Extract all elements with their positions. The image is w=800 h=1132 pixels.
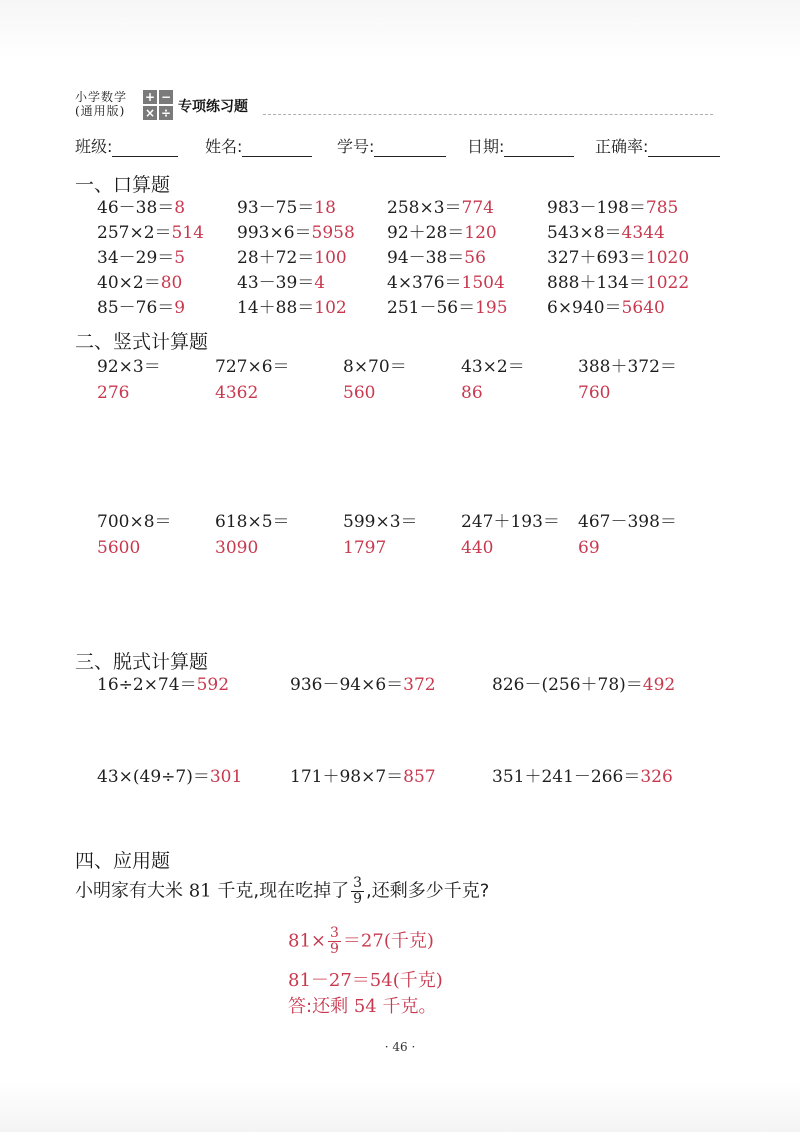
oral-item: 46－38＝8 — [97, 198, 186, 218]
date-blank[interactable] — [504, 138, 574, 157]
vertical-answer: 276 — [97, 383, 130, 403]
vertical-answer: 760 — [578, 383, 611, 403]
date-label: 日期: — [467, 137, 505, 156]
vertical-question: 388＋372＝ — [578, 357, 677, 377]
class-blank[interactable] — [112, 138, 178, 157]
vertical-question: 8×70＝ — [343, 357, 407, 377]
vertical-question: 467－398＝ — [578, 512, 677, 532]
section1-title: 一、口算题 — [75, 174, 171, 196]
vertical-question: 618×5＝ — [215, 512, 290, 532]
header-title: 专项练习题 — [178, 99, 248, 115]
vertical-question: 43×2＝ — [461, 357, 525, 377]
name-label: 姓名: — [205, 137, 243, 156]
oral-item: 43－39＝4 — [237, 273, 326, 293]
stepwise-item: 351＋241－266＝326 — [492, 767, 673, 787]
brand-line1: 小学数学 — [75, 90, 128, 104]
oral-item: 6×940＝5640 — [547, 298, 665, 318]
accuracy-blank[interactable] — [648, 138, 720, 157]
vertical-question: 247＋193＝ — [461, 512, 560, 532]
oral-item: 983－198＝785 — [547, 198, 679, 218]
vertical-question: 599×3＝ — [343, 512, 418, 532]
vertical-answer: 4362 — [215, 383, 259, 403]
id-label: 学号: — [337, 137, 375, 156]
oral-item: 34－29＝5 — [97, 248, 186, 268]
oral-item: 94－38＝56 — [387, 248, 486, 268]
stepwise-item: 16÷2×74＝592 — [97, 675, 230, 695]
oral-item: 888＋134＝1022 — [547, 273, 690, 293]
name-blank[interactable] — [242, 138, 312, 157]
section3-title: 三、脱式计算题 — [75, 651, 209, 673]
vertical-question: 700×8＝ — [97, 512, 172, 532]
solution-answer: 答:还剩 54 千克。 — [288, 996, 437, 1017]
solution-step1: 81× $\frac{3}{9}$ ＝27(千克) — [288, 925, 434, 957]
fraction: $\frac{3}{9}$ — [353, 875, 363, 907]
vertical-answer: 560 — [343, 383, 376, 403]
solution-step2: 81－27＝54(千克) — [288, 970, 443, 991]
stepwise-item: 171＋98×7＝857 — [290, 767, 436, 787]
operator-icons — [143, 90, 173, 120]
oral-item: 40×2＝80 — [97, 273, 183, 293]
oral-item: 257×2＝514 — [97, 223, 204, 243]
plus-icon: + — [144, 90, 156, 104]
student-info-row — [75, 134, 725, 158]
divide-icon: ÷ — [160, 106, 172, 120]
oral-item: 4×376＝1504 — [387, 273, 505, 293]
name-field[interactable] — [205, 134, 312, 157]
stepwise-item: 936－94×6＝372 — [290, 675, 436, 695]
vertical-answer: 3090 — [215, 538, 259, 558]
word-problem: 小明家有大米 81 千克,现在吃掉了 $\frac{3}{9}$ ,还剩多少千克? — [75, 875, 490, 907]
vertical-answer: 69 — [578, 538, 600, 558]
oral-item: 993×6＝5958 — [237, 223, 355, 243]
brand-line2: (通用版) — [75, 104, 126, 118]
oral-item: 85－76＝9 — [97, 298, 186, 318]
times-icon: × — [144, 106, 156, 120]
accuracy-field[interactable] — [595, 134, 720, 157]
id-blank[interactable] — [374, 138, 446, 157]
stepwise-item: 826－(256＋78)＝492 — [492, 675, 676, 695]
class-label: 班级: — [75, 137, 113, 156]
section2-title: 二、竖式计算题 — [75, 331, 209, 353]
header-divider — [263, 114, 713, 115]
vertical-answer: 1797 — [343, 538, 387, 558]
brand — [75, 90, 127, 118]
page-number: · 46 · — [384, 1040, 416, 1054]
oral-item: 93－75＝18 — [237, 198, 336, 218]
oral-item: 543×8＝4344 — [547, 223, 665, 243]
id-field[interactable] — [337, 134, 446, 157]
oral-item: 14＋88＝102 — [237, 298, 347, 318]
oral-item: 92＋28＝120 — [387, 223, 497, 243]
oral-item: 251－56＝195 — [387, 298, 508, 318]
vertical-question: 727×6＝ — [215, 357, 290, 377]
vertical-question: 92×3＝ — [97, 357, 161, 377]
vertical-answer: 86 — [461, 383, 483, 403]
stepwise-item: 43×(49÷7)＝301 — [97, 767, 243, 787]
date-field[interactable] — [467, 134, 574, 157]
oral-item: 258×3＝774 — [387, 198, 494, 218]
class-field[interactable] — [75, 134, 178, 157]
vertical-answer: 5600 — [97, 538, 141, 558]
oral-item: 327＋693＝1020 — [547, 248, 690, 268]
worksheet-header — [75, 90, 715, 120]
fraction: $\frac{3}{9}$ — [330, 925, 339, 957]
vertical-answer: 440 — [461, 538, 494, 558]
section4-title: 四、应用题 — [75, 850, 171, 872]
accuracy-label: 正确率: — [595, 137, 649, 156]
minus-icon: − — [160, 90, 172, 104]
oral-item: 28＋72＝100 — [237, 248, 347, 268]
